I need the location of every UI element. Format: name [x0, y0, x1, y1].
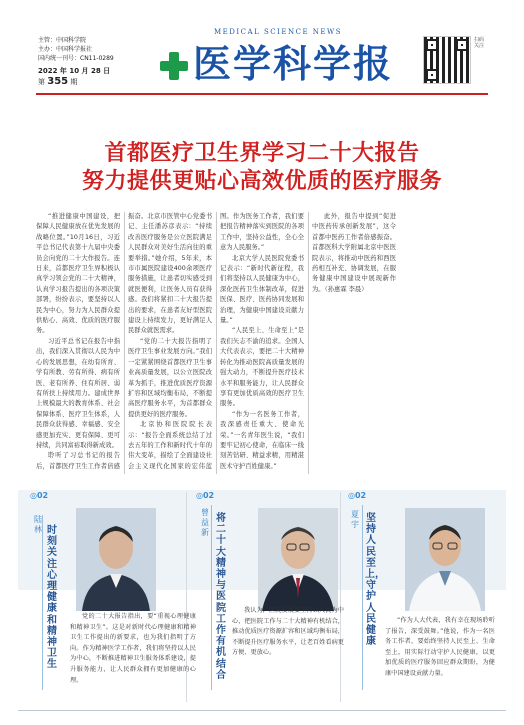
panel-1-title: 时刻关注心理健康和精神卫生: [47, 525, 57, 671]
portrait-photo-3: [405, 508, 485, 611]
qr-caption: 扫码关注: [474, 37, 485, 49]
issue-date: 2022 年 10 月 28 日: [38, 66, 111, 75]
article-paragraph: “作为一名医务工作者，我深感责任重大、使命光荣。”一名青年医生说，“我们要牢记初心使命，在临床一线刻苦钻研、精益求精，用精湛医术守护百姓健康。”: [220, 410, 304, 470]
medical-cross-logo-icon: [160, 52, 188, 80]
article-paragraph: 习近平总书记在报告中指出，我们深入贯彻以人民为中心的发展思想，在幼有所育、学有所教、劳有所得、病有所医、老有所养、住有所居、弱有所扶上持续用力。建成世界上规模最大的教育体系、社会保障体系、医疗卫生体系，人民群众获得感、幸福感、安全感更加充实、更有保障、更可持续，共同富裕取得新成效。: [36, 337, 120, 449]
panel-3-number: ◎02: [348, 491, 367, 500]
masthead-divider: [36, 93, 488, 95]
panel-2-number: ◎02: [196, 491, 215, 500]
panel-3-rule: [362, 505, 363, 690]
panel-2-name: 曾益新: [201, 508, 209, 537]
panel-2-text: 我认为，医院发展要坚持以人民为中心，把医院工作与二十大精神有机结合，推动优质医疗资源扩容和区域均衡布局，不断提升医疗服务水平，让老百姓看病更方便、更放心。: [232, 607, 344, 657]
article-paragraph: 聆听了习总书记的报告后，首都医疗卫生工作者倍感振奋。北京市医管中心党委书记、主任潘苏彦表示：“持续改善医疗服务是公立医院满足人民群众对美好生活向往的重要举措。”她介绍，5年来，本市市属医院建设400余项医疗服务措施，让患者切实感受到就医便利，让医务人员有获得感。我们将紧扣二十大报告提出的要求，在患者友好型医院建设上持续发力，更好满足人民群众就医需求。: [36, 213, 212, 470]
brand-chinese-name: 医学科学报: [193, 41, 394, 86]
panel-1-text: 党的二十大报告指出，要“重视心理健康和精神卫生”。这是对新时代心理健康和精神卫生工作提出的新要求，也为我们指明了方向。作为精神医学工作者，我们将坚持以人民为中心，不断推进精神卫生服务体系建设，提升服务能力，让人民群众拥有更加健康的心理。: [70, 613, 196, 684]
panel-2-rule: [211, 505, 212, 690]
portrait-photo-2: [258, 508, 338, 611]
panel-1-name: 陆林: [34, 515, 42, 534]
article-columns: [36, 212, 488, 474]
brand-english-name: MEDICAL SCIENCE NEWS: [214, 28, 343, 36]
panel-2-title: 将二十大精神与医院工作有机结合: [216, 513, 226, 681]
article-paragraph: 北京大学人民医院党委书记表示：“新时代新征程，我们将坚持以人民健康为中心，深化医药卫生体制改革，促进医保、医疗、医药协同发展和治理，为健康中国建设贡献力量。”: [220, 254, 304, 325]
portrait-photo-1: [76, 508, 156, 611]
publisher-text: 主办：中国科学报社: [38, 46, 93, 54]
panel-1-number: ◎02: [30, 491, 49, 500]
article-paragraph: “党的二十大报告指明了医疗卫生事业发展方向。”我们一定紧紧围绕首都医疗卫生事业高质量发展，以公立医院改革为抓手，推进优质医疗资源扩容和区域均衡布局，不断提高医疗服务水平，为首都群众提供更好的医疗服务。: [128, 337, 212, 418]
qr-code-icon[interactable]: [423, 36, 471, 84]
issue-number: 第 355 期: [38, 75, 78, 87]
sponsor-text: 主管：中国科学院: [38, 37, 87, 44]
article-paragraph: “人民至上、生命至上”是我们矢志不渝的追求。全国人大代表表示，要把二十大精神转化为推动医院高质量发展的强大动力，不断提升医疗技术水平和服务能力，让人民群众享有更加优质高效的医疗卫生服务。: [220, 327, 304, 408]
main-article: [36, 212, 488, 474]
article-paragraph: “推进健康中国建设，把保障人民健康放在优先发展的战略位置。”10月16日，习近平总书记代表第十九届中央委员会向党的二十大作报告。连日来，首都医疗卫生界积极认真学习领会党的二十大精神，认真学习报告提出的各项决策部署，纷纷表示，要坚持以人民为中心，努力为人民群众提供贴心、高效、优质的医疗服务。: [36, 213, 120, 335]
panel-3-text: “作为人大代表，我有幸在现场聆听了报告，深受鼓舞。”他说，作为一名医务工作者，要始终坚持人民至上、生命至上，用实际行动守护人民健康，以更加优质的医疗服务回应群众期盼，为健康中国建设贡献力量。: [385, 617, 495, 677]
panel-3-title: 坚持人民至上，守护人民健康: [365, 513, 385, 648]
article-paragraph: 此外，报告中提到“促进中医药传承创新发展”，这令首都中医药工作者倍感振奋。首都医科大学附属北京中医医院表示，将推动中医药和西医药相互补充、协调发展，在服务健康中国建设中展现新作为。（孙惠霖 李晨）: [312, 213, 396, 293]
masthead-meta: [38, 36, 138, 87]
panel-3-name: 夏宇: [351, 510, 359, 529]
issue-number-value: 355: [47, 75, 69, 87]
page-bottom-rule: [18, 710, 506, 711]
article-paragraph: 北京协和医院院长表示：“报告全面系统总结了过去五年的工作和新时代十年的伟大变革，描绘了全面建设社会主义现代化国家的宏伟蓝图。作为医务工作者，我们要把报告精神落实到医院的各项工作中，坚持公益性，全心全意为人民服务。”: [128, 213, 304, 470]
panel-1-rule: [42, 515, 43, 690]
headline-line-2: 努力提供更贴心高效优质的医疗服务: [81, 169, 442, 194]
cn-number-text: 国内统一刊号：CN11-0289: [38, 55, 114, 63]
headline-line-1: 首都医疗卫生界学习二十大报告: [104, 141, 420, 166]
